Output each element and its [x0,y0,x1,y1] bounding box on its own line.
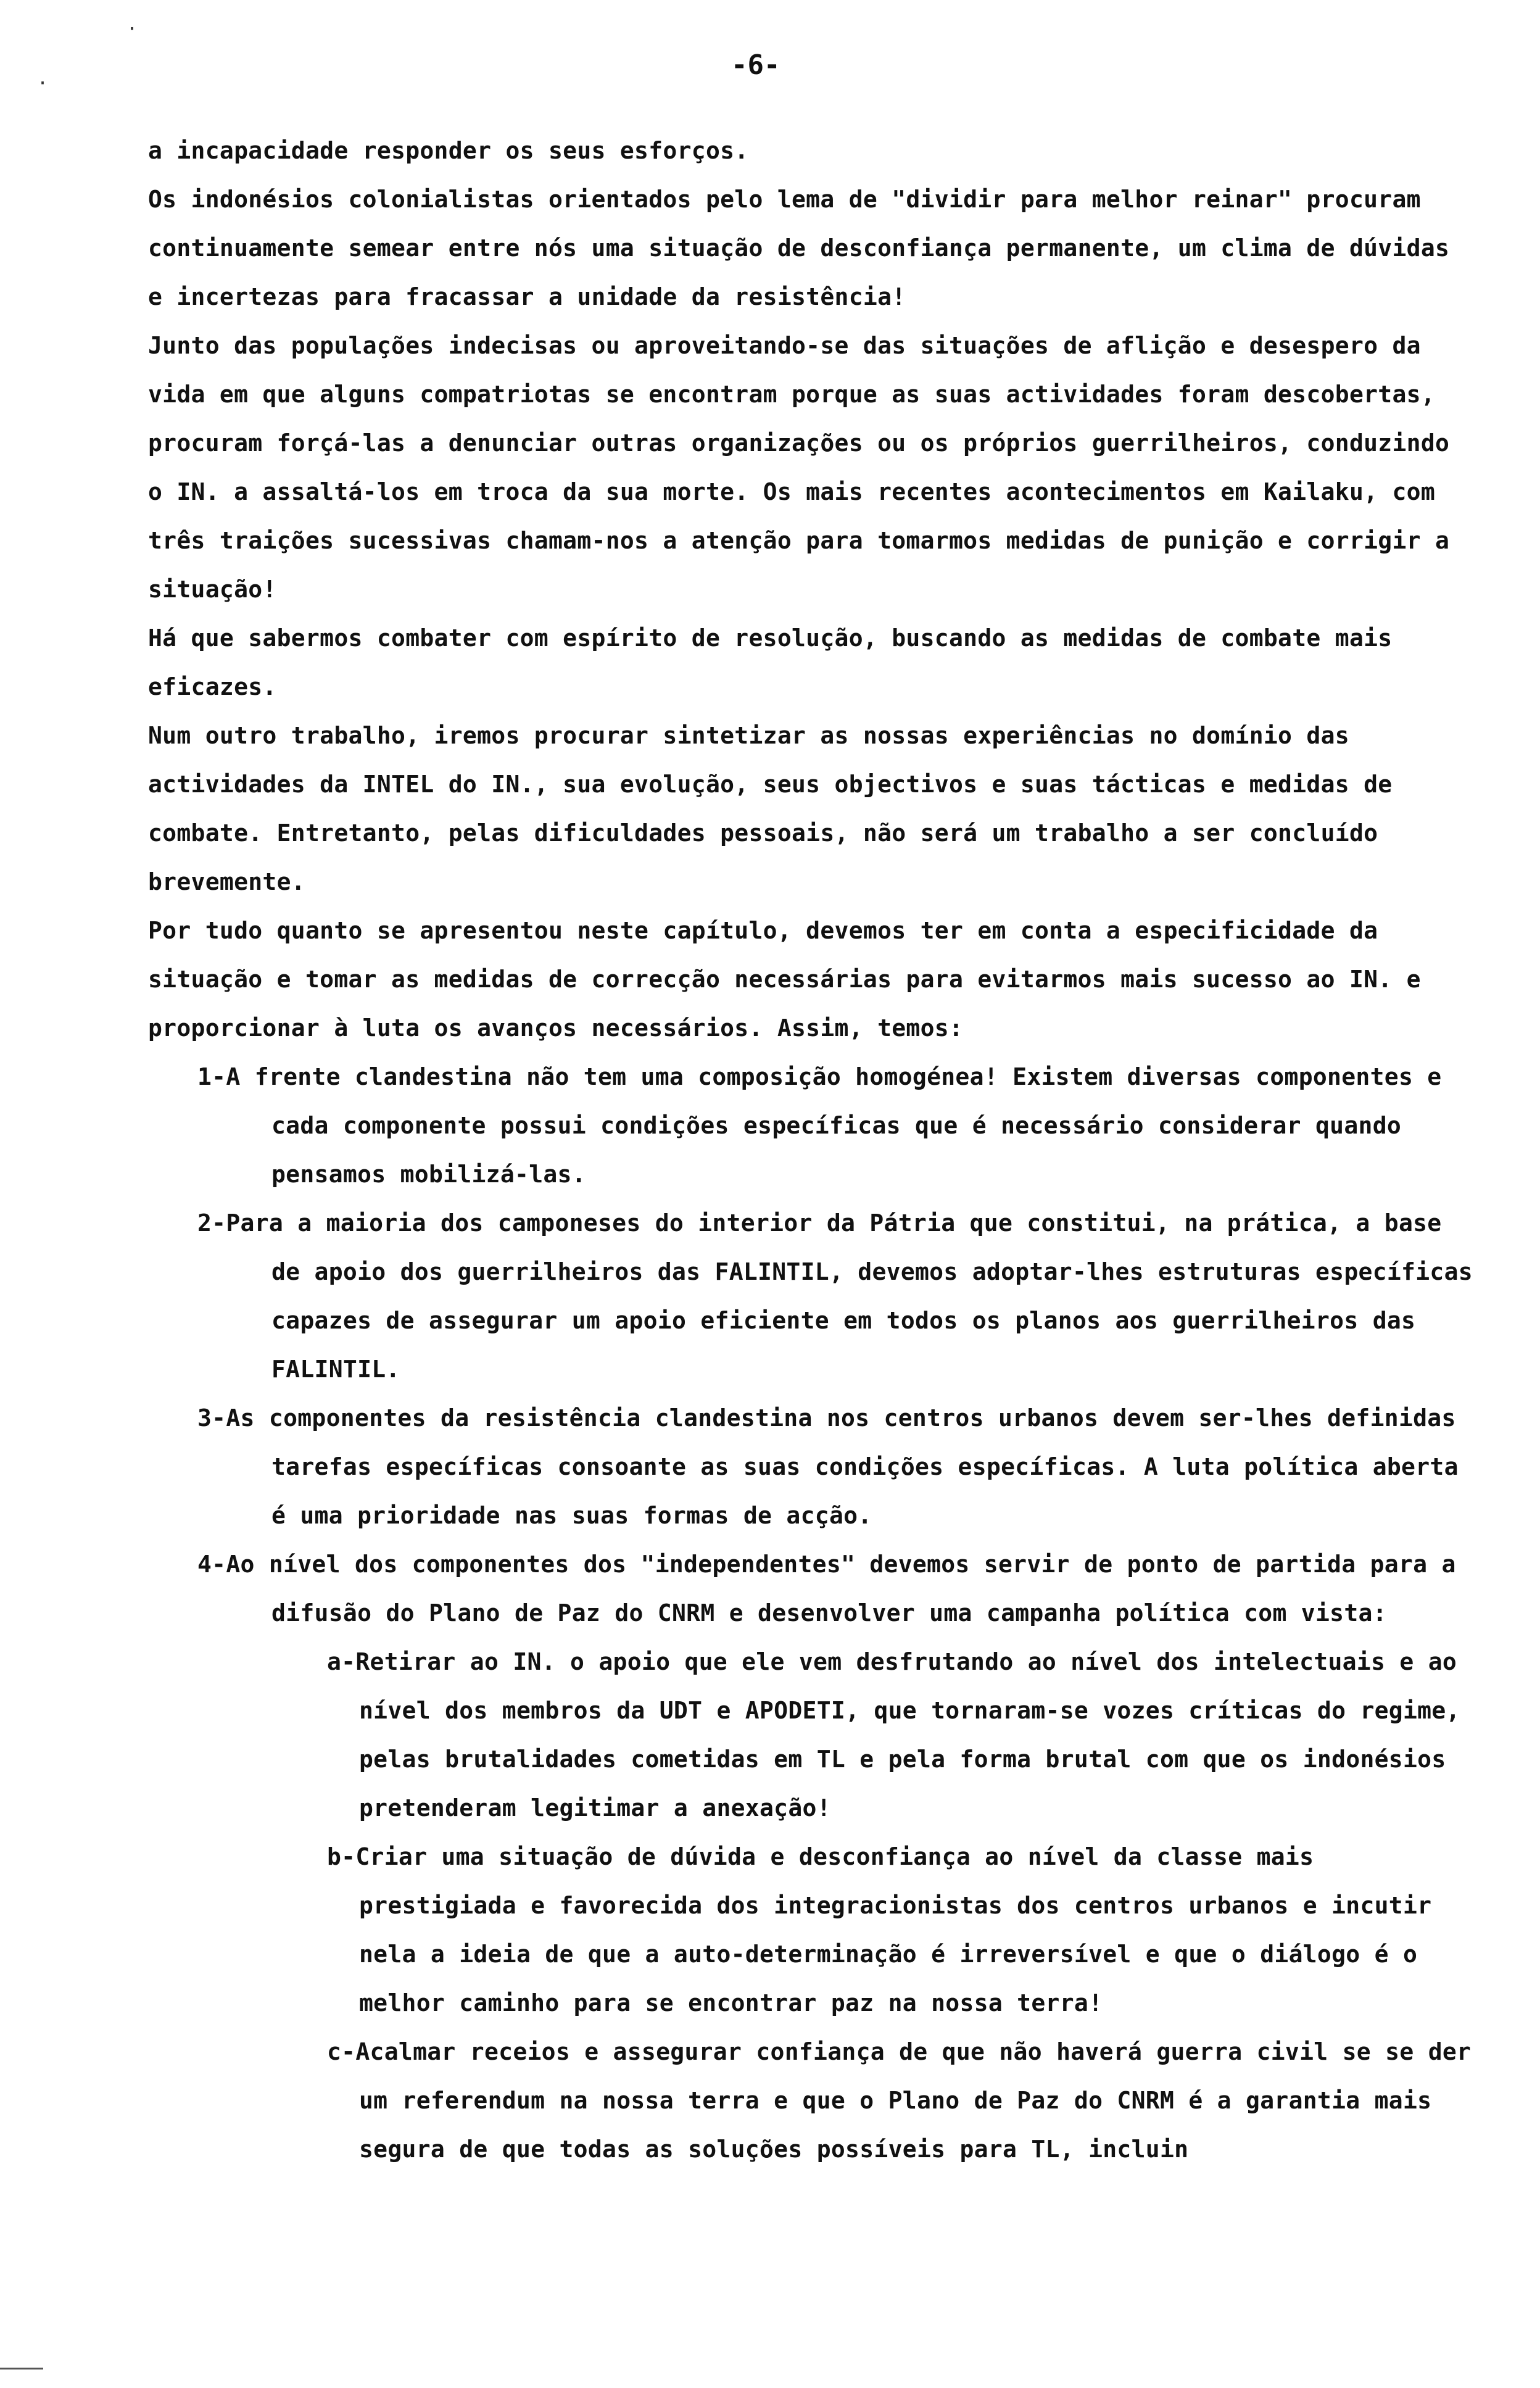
scan-mark: · [126,19,138,40]
sub-list-item: c-Acalmar receios e assegurar confiança de que não haverá guerra civil se se der um referendum na nossa terra e que o Plano de Paz do CNRM é a garantia mais segura de que todas as soluções possíveis para TL, incluin [327,2038,1472,2163]
list-item: 4-Ao nível dos componentes dos "independentes" devemos servir de ponto de partida para a difusão do Plano de Paz do CNRM e desenvolver uma campanha política com vista: [197,1551,1456,1627]
scan-edge-mark [0,2368,43,2369]
paragraph: Há que sabermos combater com espírito de resolução, buscando as medidas de combate mais eficazes. [148,624,1407,700]
document-body [148,126,1475,2174]
sub-list-item: b-Criar uma situação de dúvida e desconfiança ao nível da classe mais prestigiada e favorecida dos integracionistas dos centros urbanos e incutir nela a ideia de que a auto-determinação é irreversível e que o diálogo é o melhor caminho para se encontrar paz na nossa terra! [327,1843,1432,2017]
list-item: 2-Para a maioria dos camponeses do interior da Pátria que constitui, na prática, a base de apoio dos guerrilheiros das FALINTIL, devemos adoptar-lhes estruturas específicas capazes de assegurar um apoio eficiente em todos os planos aos guerrilheiros das FALINTIL. [197,1209,1473,1383]
paragraph: Os indonésios colonialistas orientados pelo lema de "dividir para melhor reinar" procuram continuamente semear entre nós uma situação de desconfiança permanente, um clima de dúvidas e incertezas para fracassar a unidade da resistência! [148,186,1464,310]
paragraph: a incapacidade responder os seus esforços. [148,137,749,164]
paragraph: Por tudo quanto se apresentou neste capítulo, devemos ter em conta a especificidade da situação e tomar as medidas de correcção necessárias para evitarmos mais sucesso ao IN. e proporcionar à luta os avanços necessários. Assim, temos: [148,917,1436,1042]
page-number: -6- [731,49,780,81]
sub-list-item: a-Retirar ao IN. o apoio que ele vem desfrutando ao nível dos intelectuais e ao nível dos membros da UDT e APODETI, que tornaram-se vozes críticas do regime, pelas brutalidades cometidas em TL e pela forma brutal com que os indonésios pretenderam legitimar a anexação! [327,1648,1460,1822]
paragraph: Junto das populações indecisas ou aproveitando-se das situações de aflição e desespero da vida em que alguns compatriotas se encontram porque as suas actividades foram descobertas, procuram forçá-las a denunciar outras organizações ou os próprios guerrilheiros, conduzindo o IN. a assaltá-los em troca da sua morte. Os mais recentes acontecimentos em Kailaku, com três traições sucessivas chamam-nos a atenção para tomarmos medidas de punição e corrigir a situação! [148,332,1464,603]
scan-mark: · [37,73,49,94]
list-item: 1-A frente clandestina não tem uma composição homogénea! Existem diversas componentes e cada componente possui condições específicas que é necessário considerar quando pensamos mobilizá-las. [197,1063,1442,1188]
paragraph: Num outro trabalho, iremos procurar sintetizar as nossas experiências no domínio das actividades da INTEL do IN., sua evolução, seus objectivos e suas tácticas e medidas de combate. Entretanto, pelas dificuldades pessoais, não será um trabalho a ser concluído brevemente. [148,722,1407,895]
list-item: 3-As componentes da resistência clandestina nos centros urbanos devem ser-lhes definidas tarefas específicas consoante as suas condições específicas. A luta política aberta é uma prioridade nas suas formas de acção. [197,1404,1459,1529]
